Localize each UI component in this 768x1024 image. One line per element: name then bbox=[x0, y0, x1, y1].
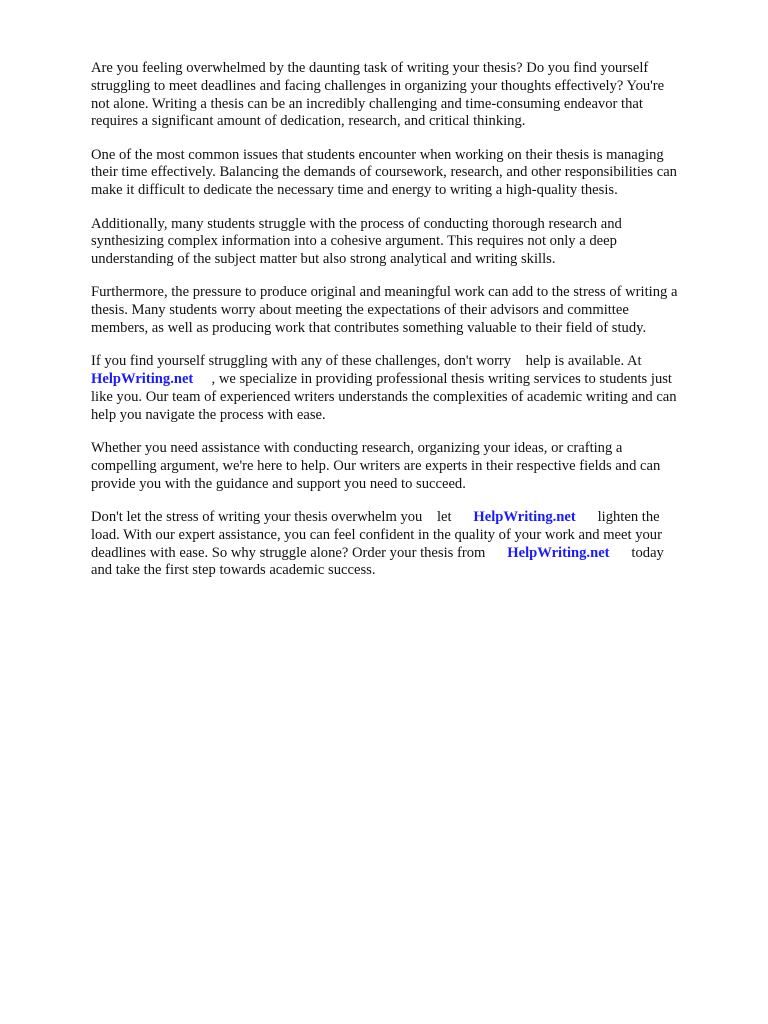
text-line: compelling argument, we're here to help. Our writers are experts in their respective fields and can bbox=[91, 457, 661, 474]
text-line: If you find yourself struggling with any of these challenges, don't worry help is available. At bbox=[91, 353, 642, 370]
text-line bbox=[91, 545, 721, 563]
text-line: not alone. Writing a thesis can be an incredibly challenging and time-consuming endeavor that bbox=[91, 95, 643, 112]
paragraph-research bbox=[91, 216, 721, 269]
text-segment: today bbox=[609, 544, 664, 561]
text-segment: lighten the bbox=[575, 508, 660, 525]
paragraph-pressure bbox=[91, 284, 721, 337]
text-line: Whether you need assistance with conducting research, organizing your ideas, or crafting a bbox=[91, 440, 623, 457]
text-line bbox=[91, 371, 721, 389]
text-line bbox=[91, 509, 721, 527]
text-line: their time effectively. Balancing the demands of coursework, research, and other responsibilities can bbox=[91, 164, 677, 181]
text-line: struggling to meet deadlines and facing challenges in organizing your thoughts effectively? You're bbox=[91, 77, 665, 94]
paragraph-time-management bbox=[91, 147, 721, 200]
helpwriting-link[interactable]: HelpWriting.net bbox=[91, 371, 194, 388]
text-line: thesis. Many students worry about meeting the expectations of their advisors and committee bbox=[91, 302, 629, 319]
text-line: Additionally, many students struggle with the process of conducting thorough research and bbox=[91, 215, 622, 232]
paragraph-help-available bbox=[91, 353, 721, 424]
text-line: and take the first step towards academic success. bbox=[91, 562, 376, 579]
text-line: load. With our expert assistance, you can feel confident in the quality of your work and meet your bbox=[91, 526, 662, 543]
paragraph-assistance bbox=[91, 440, 721, 493]
text-segment: deadlines with ease. So why struggle alone? Order your thesis from bbox=[91, 544, 508, 561]
text-line: requires a significant amount of dedication, research, and critical thinking. bbox=[91, 113, 526, 130]
text-line: provide you with the guidance and support you need to succeed. bbox=[91, 475, 466, 492]
document-page bbox=[91, 60, 721, 596]
paragraph-call-to-action bbox=[91, 509, 721, 580]
paragraph-intro bbox=[91, 60, 721, 131]
text-line: understanding of the subject matter but also strong analytical and writing skills. bbox=[91, 251, 556, 268]
text-line: members, as well as producing work that contributes something valuable to their field of study. bbox=[91, 320, 647, 337]
text-segment: , we specialize in providing professional thesis writing services to students just bbox=[193, 371, 672, 388]
helpwriting-link[interactable]: HelpWriting.net bbox=[507, 544, 610, 561]
text-line: synthesizing complex information into a cohesive argument. This requires not only a deep bbox=[91, 233, 617, 250]
helpwriting-link[interactable]: HelpWriting.net bbox=[473, 508, 576, 525]
text-segment: Don't let the stress of writing your thesis overwhelm you let bbox=[91, 508, 474, 525]
text-line: Are you feeling overwhelmed by the daunting task of writing your thesis? Do you find yourself bbox=[91, 60, 649, 76]
text-line: make it difficult to dedicate the necessary time and energy to writing a high-quality thesis. bbox=[91, 182, 618, 199]
text-line: Furthermore, the pressure to produce original and meaningful work can add to the stress of writing a bbox=[91, 284, 678, 301]
text-line: like you. Our team of experienced writers understands the complexities of academic writing and can bbox=[91, 388, 677, 405]
text-line: help you navigate the process with ease. bbox=[91, 406, 326, 423]
text-line: One of the most common issues that students encounter when working on their thesis is managing bbox=[91, 146, 664, 163]
